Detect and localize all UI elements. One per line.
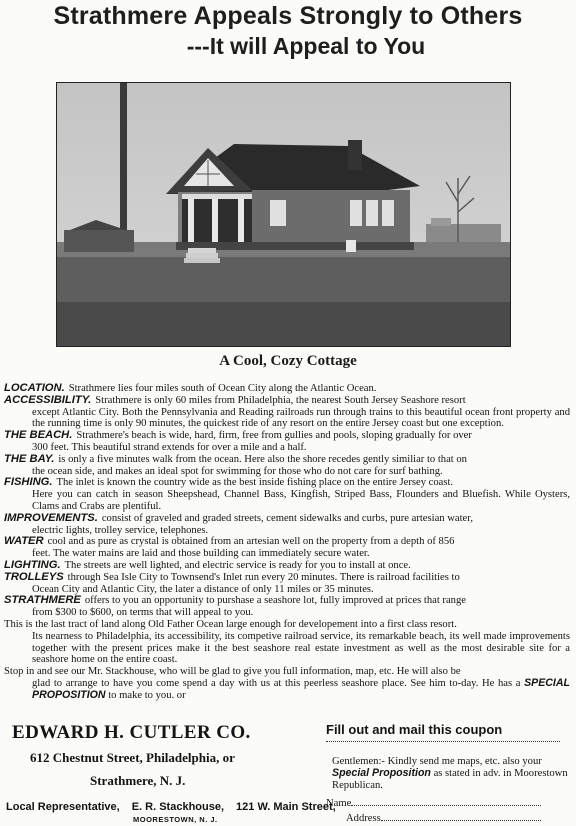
paragraph-text: is only a five minutes walk from the ocean. Here also the shore recedes gently similiar to that on — [58, 453, 467, 465]
paragraph-text: except Atlantic City. Both the Pennsylvania and Reading railroads run through trains to this beautiful ocean front property and the running time is only 90 minutes, the quickest ride of any resort on the entire Jersey coast but one exception. — [32, 406, 570, 430]
local-representative — [6, 801, 348, 813]
paragraph-text: Strathmere is only 60 miles from Philadelphia, the nearest South Jersey Seashore resort — [95, 394, 466, 406]
special-proposition: SPECIAL PROPOSITION — [32, 676, 570, 701]
lead-strathmere: STRATHMERE — [4, 594, 81, 607]
paragraph-text: Stop in and see our Mr. Stackhouse, who will be glad to give you full information, map, etc. He will also be — [4, 666, 461, 678]
paragraph-text: cool and as pure as crystal is obtained from an artesian well on the property from a depth of 856 — [47, 536, 455, 548]
lead-bay: THE BAY. — [4, 452, 55, 465]
coupon-address-field[interactable] — [346, 812, 541, 824]
paragraph-text: Strathmere lies four miles south of Ocean City along the Atlantic Ocean. — [68, 383, 377, 394]
company-name: EDWARD H. CUTLER CO. — [12, 722, 251, 743]
paragraph-fishing — [4, 477, 570, 512]
lead-water: WATER — [4, 535, 44, 548]
company-address-1: 612 Chestnut Street, Philadelphia, or — [30, 750, 235, 765]
paragraph-text: 300 feet. This beautiful strand extends for over a mile and a half. — [32, 441, 307, 453]
coupon-text-b: as stated in adv. in Moorestown Republican. — [332, 767, 568, 791]
coupon-special: Special Proposition — [332, 766, 431, 779]
paragraph-text: Ocean City and Atlantic City, the later a distance of only 11 miles or 35 minutes. — [32, 583, 374, 595]
paragraph-stop-in — [4, 666, 570, 701]
paragraph-text: to make to you. or — [108, 689, 186, 701]
paragraph-text: offers to you an opportunity to purshase a seashore lot, fully improved at prices that range — [84, 595, 466, 607]
paragraph-text-continued — [4, 678, 570, 702]
lead-trolleys: TROLLEYS — [4, 570, 64, 583]
company-address-2: Strathmere, N. J. — [90, 773, 186, 788]
paragraph-water — [4, 536, 570, 560]
lead-beach: THE BEACH. — [4, 429, 73, 442]
coupon-address-label: Address — [346, 813, 381, 824]
lead-fishing: FISHING. — [4, 476, 53, 489]
paragraph-text: feet. The water mains are laid and those building can immediately secure water. — [32, 548, 370, 560]
local-street: 121 W. Main Street, — [236, 801, 336, 813]
paragraph-text: consist of graveled and graded streets, cement sidewalks and curbs, pure artesian water, — [101, 512, 473, 524]
paragraph-text: Its nearness to Philadelphia, its accessibility, its competive railroad service, its remarkable beach, its well made improvements together with the present prices make it the best seashore real estate investment as well as the most desirable site for a seashore home on the entire coast. — [32, 630, 570, 666]
lead-accessibility: ACCESSIBILITY. — [4, 393, 92, 406]
local-town: MOORESTOWN, N. J. — [133, 815, 218, 824]
headline-sub: ---It will Appeal to You — [186, 33, 426, 59]
body-text — [4, 383, 570, 702]
coupon-name-label: Name — [326, 798, 352, 809]
paragraph-improvements — [4, 513, 570, 537]
paragraph-text: Strathmere's beach is wide, hard, firm, free from gullies and pools, sloping gradually for over — [76, 430, 472, 442]
headline-main: Strathmere Appeals Strongly to Others — [53, 2, 523, 30]
coupon-title: Fill out and mail this coupon — [326, 722, 503, 737]
photo-caption: A Cool, Cozy Cottage — [219, 353, 357, 369]
paragraph-text: electric lights, trolley service, telephones. — [32, 524, 209, 536]
paragraph-beach — [4, 430, 570, 454]
lead-lighting: LIGHTING. — [4, 558, 61, 571]
paragraph-text: through Sea Isle City to Townsend's Inlet run every 20 minutes. There is railroad facilities to — [67, 571, 460, 583]
paragraph-text: The streets are well lighted, and electric service is ready for you to install at once. — [64, 559, 411, 571]
lead-improvements: IMPROVEMENTS. — [4, 511, 98, 524]
coupon-text — [320, 756, 570, 791]
paragraph-text: from $300 to $600, on terms that will appeal to you. — [32, 607, 254, 619]
coupon-divider — [326, 741, 560, 742]
paragraph-lighting — [4, 560, 570, 572]
coupon-body — [320, 756, 570, 791]
paragraph-text: This is the last tract of land along Old Father Ocean large enough for developement into a first class resort. — [4, 618, 457, 630]
paragraph-bay — [4, 454, 570, 478]
paragraph-text: Here you can catch in season Sheepshead, Channel Bass, Kingfish, Striped Bass, Flounders and Bluefish. While Oysters, Clams and Crabs are plentiful. — [32, 489, 570, 512]
coupon-text-a: Gentlemen:- Kindly send me maps, etc. also your — [332, 756, 542, 767]
coupon-name-field[interactable] — [326, 797, 541, 809]
paragraph-text: glad to arrange to have you come spend a day with us at this peerless seashore place. See him to-day. He has a — [32, 677, 521, 689]
paragraph-strathmere — [4, 595, 570, 619]
paragraph-last-tract — [4, 619, 570, 666]
local-name: E. R. Stackhouse, — [131, 801, 225, 813]
coupon-address-line[interactable] — [381, 812, 541, 821]
lead-location: LOCATION. — [4, 382, 65, 394]
paragraph-trolleys — [4, 572, 570, 596]
paragraph-text: the ocean side, and makes an ideal spot for swimming for those who do not care for surf bathing. — [32, 465, 443, 477]
paragraph-accessibility — [4, 395, 570, 430]
local-label: Local Representative, — [6, 801, 120, 813]
coupon-name-line[interactable] — [351, 797, 541, 806]
paragraph-text: The inlet is known the country wide as the best inside fishing place on the entire Jersey coast. — [56, 477, 454, 489]
cottage-photo — [56, 82, 511, 347]
